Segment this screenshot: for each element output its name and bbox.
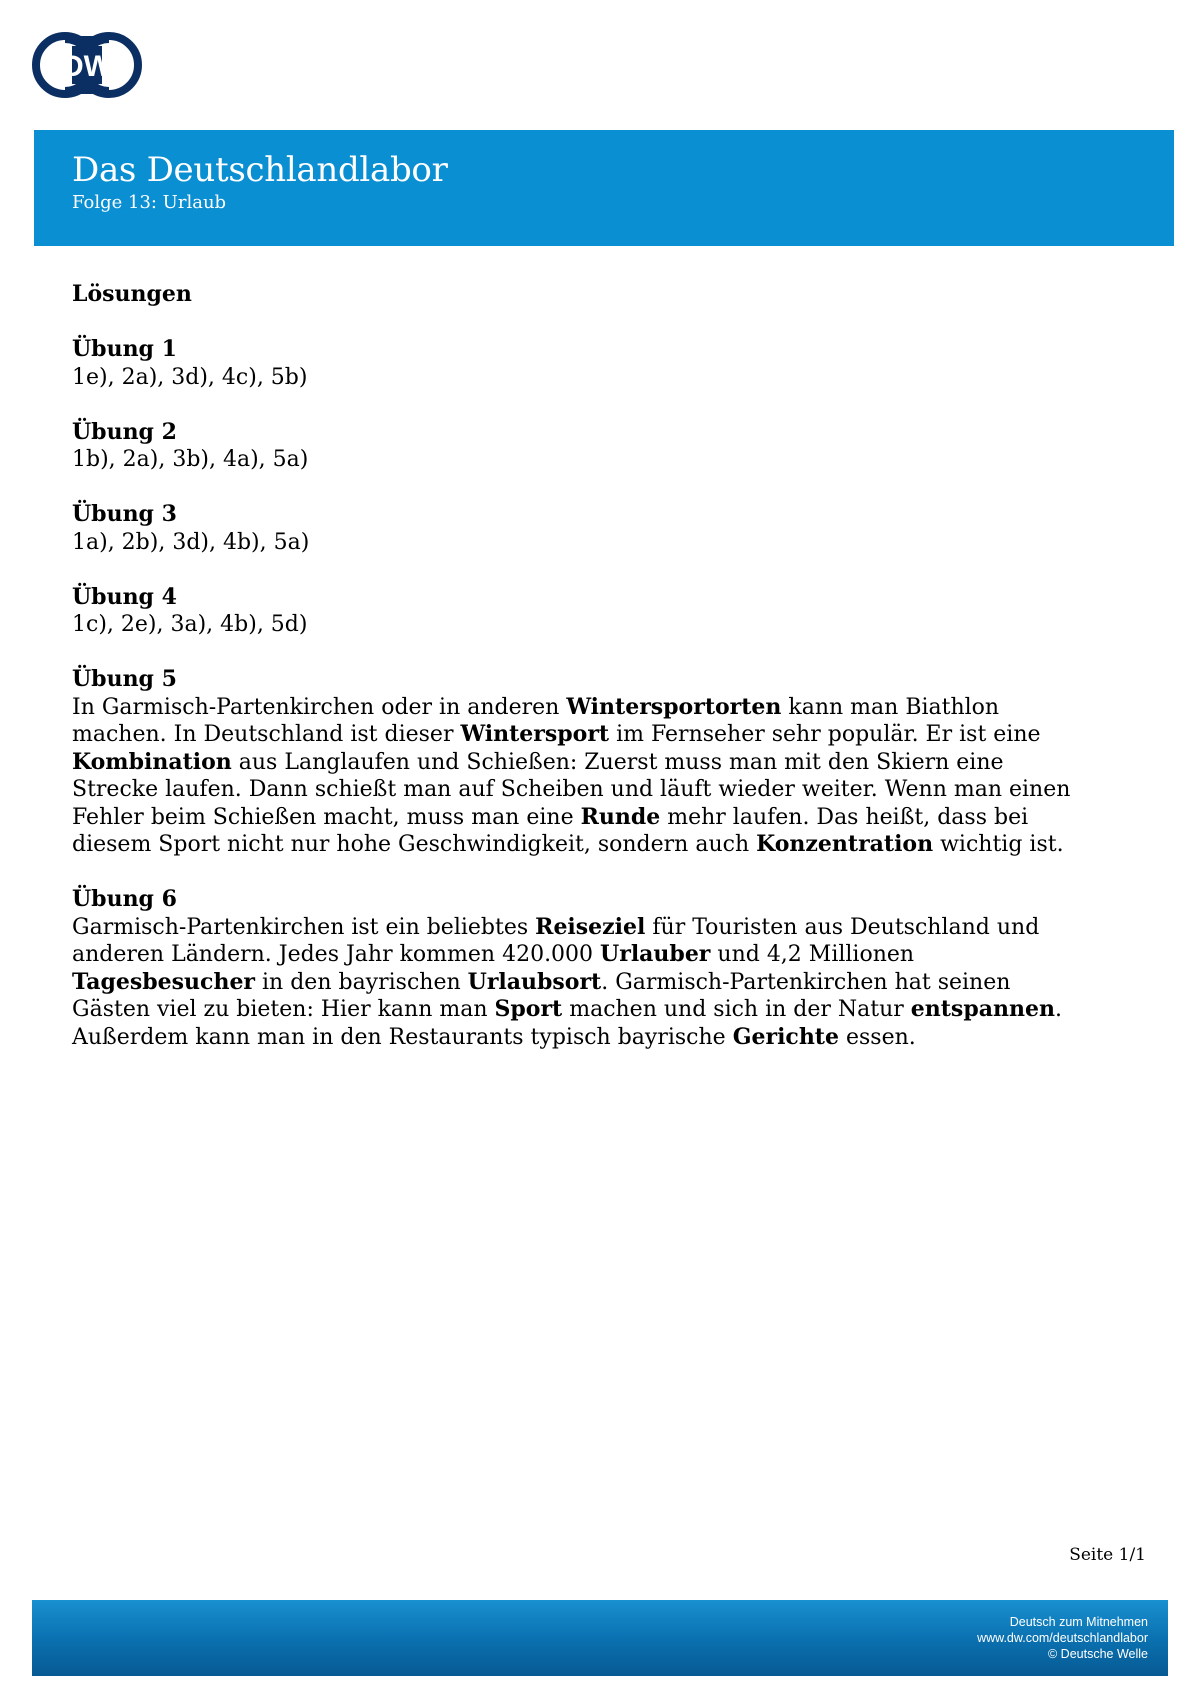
answer-word: Urlauber [600, 941, 711, 967]
exercise-title: Übung 4 [72, 583, 177, 610]
exercise-6 [72, 886, 1072, 1051]
exercise-title: Übung 1 [72, 336, 177, 362]
text-segment: aus Langlaufen und Schießen: Zuerst muss man mit den Skiern eine Strecke laufen. Dann schießt man auf Scheiben und läuft wieder weiter. Wenn man einen Fehler beim Schießen macht, muss man eine [72, 749, 1071, 830]
answer-word: Reiseziel [535, 913, 646, 940]
exercise-6-text [72, 914, 1072, 1052]
answer-word: Kombination [72, 748, 232, 775]
answer-word: Tagesbesucher [72, 968, 256, 995]
exercise-title: Übung 2 [72, 418, 177, 445]
answer-word: Konzentration [756, 831, 934, 857]
answer-word: Urlaubsort [467, 968, 602, 995]
exercise-3 [72, 501, 1072, 556]
text-segment: im Fernseher sehr populär. Er ist eine [609, 722, 1041, 747]
text-segment: In Garmisch-Partenkirchen oder in anderen [72, 694, 567, 720]
exercise-2 [72, 419, 1072, 474]
solutions-heading-block [72, 281, 1072, 309]
answer-word: Wintersportorten [566, 693, 782, 720]
footer-url: www.dw.com/deutschlandlabor [977, 1631, 1148, 1645]
page-title: Das Deutschlandlabor [72, 150, 448, 190]
page-subtitle: Folge 13: Urlaub [72, 192, 227, 213]
text-segment: . Außerdem kann man in den Restaurants typisch bayrische [72, 997, 1062, 1050]
footer-copyright: © Deutsche Welle [1048, 1647, 1148, 1661]
header-banner [34, 130, 1174, 246]
exercise-5-text [72, 694, 1072, 859]
text-segment: essen. [838, 1024, 916, 1050]
text-segment: wichtig ist. [933, 832, 1064, 857]
text-segment: für Touristen aus Deutschland und anderen Ländern. Jedes Jahr kommen 420.000 [72, 914, 1040, 967]
dw-logo-text: DW [62, 50, 112, 83]
exercise-answer: 1e), 2a), 3d), 4c), 5b) [72, 364, 308, 390]
text-segment: in den bayrischen [255, 969, 468, 995]
text-segment: und 4,2 Millionen [710, 942, 915, 967]
text-segment: mehr laufen. Das heißt, dass bei diesem Sport nicht nur hohe Geschwindigkeit, sondern auch [72, 804, 1029, 857]
footer-tagline: Deutsch zum Mitnehmen [1009, 1615, 1148, 1629]
page-number: Seite 1/1 [1069, 1545, 1146, 1565]
answer-word: Runde [580, 803, 661, 830]
solutions-heading: Lösungen [72, 281, 192, 307]
exercise-answer: 1a), 2b), 3d), 4b), 5a) [72, 529, 310, 555]
exercise-title: Übung 5 [72, 666, 177, 692]
exercise-5 [72, 666, 1072, 859]
footer-banner [32, 1600, 1168, 1676]
exercise-4 [72, 584, 1072, 639]
answer-word: Wintersport [460, 721, 610, 747]
answer-word: entspannen [910, 996, 1055, 1022]
exercise-title: Übung 6 [72, 886, 177, 912]
text-segment: . Garmisch-Partenkirchen hat seinen Gästen viel zu bieten: Hier kann man [72, 969, 1011, 1022]
exercise-answer: 1c), 2e), 3a), 4b), 5d) [72, 612, 308, 637]
text-segment: Garmisch-Partenkirchen ist ein beliebtes [72, 914, 536, 940]
dw-logo [32, 32, 142, 98]
exercise-title: Übung 3 [72, 501, 177, 527]
text-segment: kann man Biathlon machen. In Deutschland ist dieser [72, 694, 1000, 747]
exercise-1 [72, 336, 1072, 391]
answer-word: Gerichte [732, 1023, 839, 1050]
answer-word: Sport [494, 996, 563, 1022]
text-segment: machen und sich in der Natur [562, 997, 911, 1022]
solutions-content [72, 281, 1072, 1079]
exercise-answer: 1b), 2a), 3b), 4a), 5a) [72, 447, 309, 472]
